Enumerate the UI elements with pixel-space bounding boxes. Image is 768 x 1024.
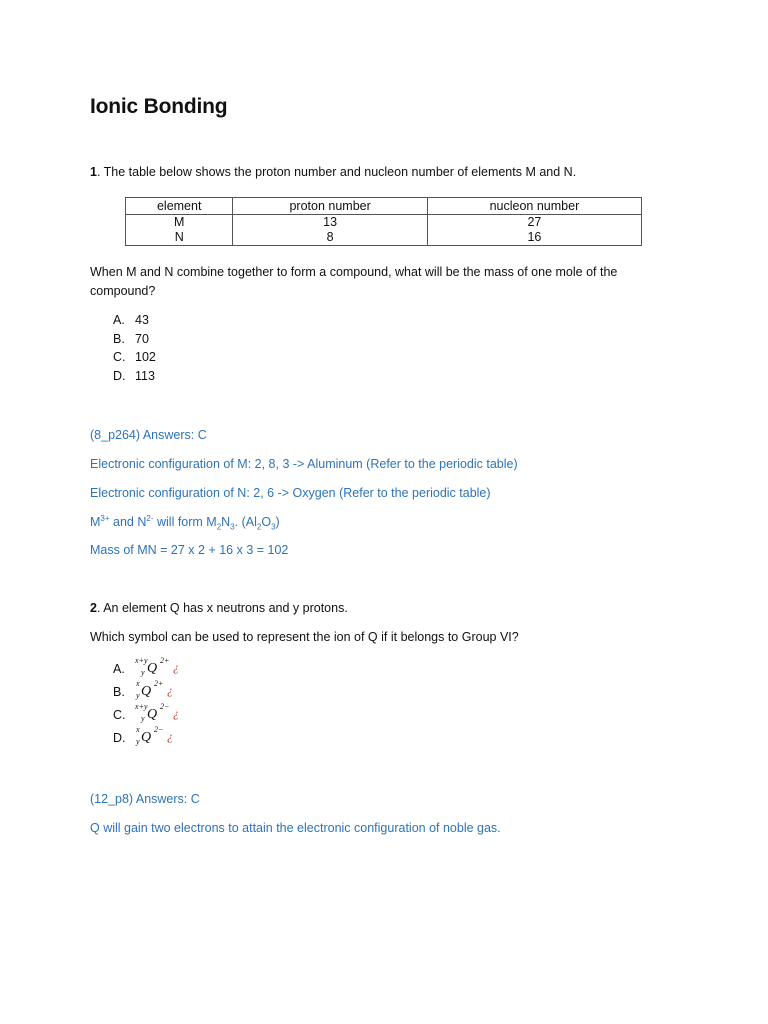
question-1-answer: (8_p264) Answers: C: [90, 428, 207, 442]
question-1-option-a: A. 43: [113, 313, 149, 327]
question-2-text: . An element Q has x neutrons and y protons.: [96, 601, 348, 615]
explanation-line-4: Mass of MN = 27 x 2 + 16 x 3 = 102: [90, 543, 289, 557]
table-cell: M N: [126, 215, 233, 246]
ion-symbol: x y Q 2− ¿: [136, 725, 173, 746]
table-cell: 27 16: [427, 215, 641, 246]
question-1-text: . The table below shows the proton number and nucleon number of elements M and N.: [96, 165, 577, 179]
question-1-option-d: D. 113: [113, 369, 155, 383]
question-1-line-2: compound?: [90, 284, 156, 298]
explanation-line-2: Electronic configuration of N: 2, 6 -> Oxygen (Refer to the periodic table): [90, 486, 491, 500]
table-header-cell: element: [126, 198, 233, 215]
question-2-answer: (12_p8) Answers: C: [90, 792, 200, 806]
table-header-cell: nucleon number: [427, 198, 641, 215]
question-2-option-c: C. x+y y Q 2− ¿: [113, 704, 205, 726]
page-title: Ionic Bonding: [90, 95, 228, 118]
ion-symbol: x+y y Q 2− ¿: [135, 702, 179, 723]
table-header-row: [126, 198, 642, 215]
ion-symbol: x+y y Q 2+ ¿: [135, 656, 179, 677]
question-2-option-b: B. x y Q 2+ ¿: [113, 681, 205, 703]
question-2-explanation: Q will gain two electrons to attain the electronic configuration of noble gas.: [90, 821, 501, 835]
question-2-question: Which symbol can be used to represent the ion of Q if it belongs to Group VI?: [90, 630, 519, 644]
question-1-stem: [90, 165, 576, 179]
question-1-number: 1: [90, 165, 97, 179]
question-2-stem: [90, 601, 348, 615]
question-2-option-a: A. x+y y Q 2+ ¿: [113, 658, 205, 680]
table-header-cell: proton number: [233, 198, 427, 215]
question-2-option-d: D. x y Q 2− ¿: [113, 727, 205, 749]
table-row: [126, 215, 642, 246]
table-cell: 13 8: [233, 215, 427, 246]
element-table: [125, 197, 642, 246]
question-2-number: 2: [90, 601, 97, 615]
explanation-line-1: Electronic configuration of M: 2, 8, 3 -> Aluminum (Refer to the periodic table): [90, 457, 518, 471]
ion-symbol: x y Q 2+ ¿: [136, 679, 173, 700]
explanation-line-3: $M^{3+}$ and $N^{2-}$ will form $M_2N_3$. $(Al_2O_3)$: [90, 514, 280, 532]
question-1-line-1: When M and N combine together to form a compound, what will be the mass of one mole of the: [90, 265, 618, 279]
question-1-option-b: B. 70: [113, 332, 149, 346]
question-1-option-c: C. 102: [113, 350, 156, 364]
